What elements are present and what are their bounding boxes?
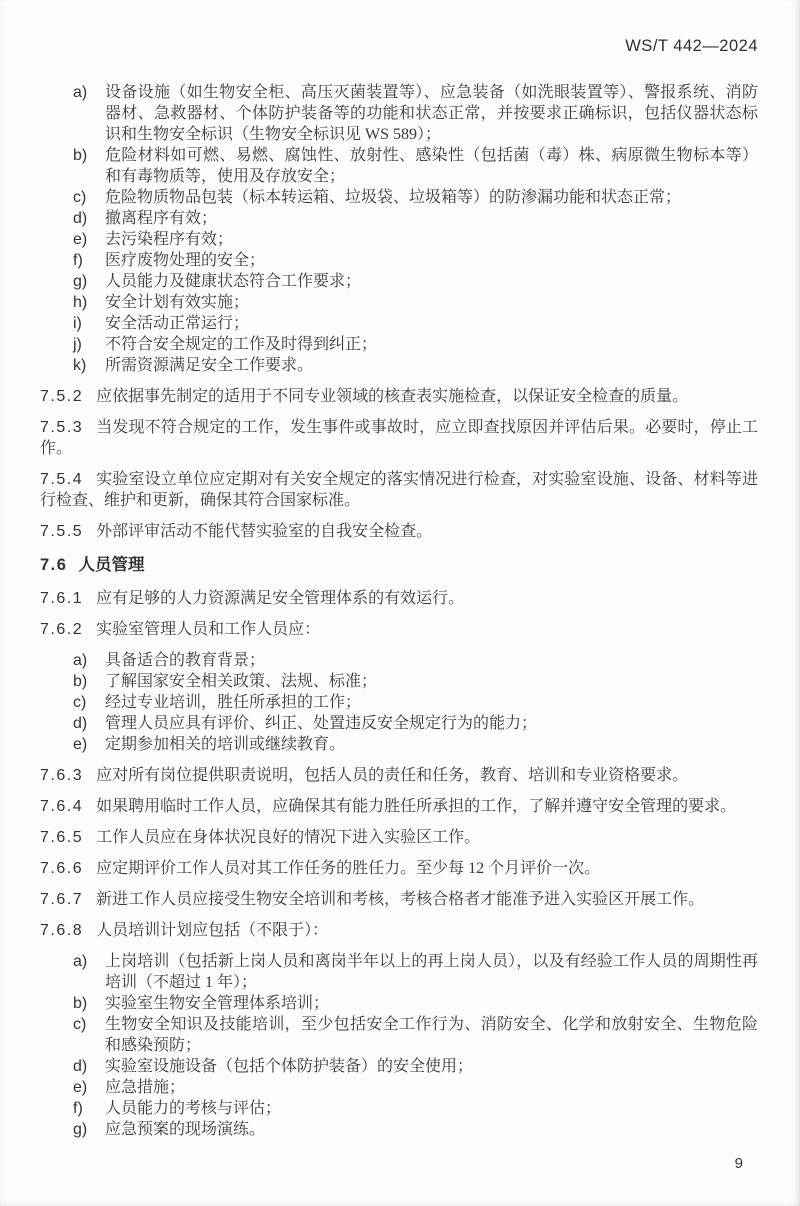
list-item [73, 650, 758, 671]
list-item-text: 了解国家安全相关政策、法规、标准； [105, 673, 378, 690]
list-item [73, 271, 758, 292]
list-item-text: 定期参加相关的培训或继续教育。 [105, 736, 346, 753]
list-item-marker: d) [73, 1058, 88, 1075]
clause [40, 521, 758, 542]
clause-number: 7.5.2 [40, 388, 84, 405]
list-item-text: 管理人员应具有评价、纠正、处置违反安全规定行为的能力； [105, 715, 538, 732]
clause-number: 7.5.4 [40, 471, 84, 488]
clause [40, 469, 758, 511]
clause-number: 7.6.8 [40, 922, 84, 939]
ordered-list [40, 650, 758, 755]
clause [40, 588, 758, 609]
list-item-text: 生物安全知识及技能培训，至少包括安全工作行为、消防安全、化学和放射安全、生物危险和感染预防； [105, 1016, 758, 1054]
list-item-text: 医疗废物处理的安全； [105, 252, 266, 269]
list-item-text: 危险材料如可燃、易燃、腐蚀性、放射性、感染性（包括菌（毒）株、病原微生物标本等）和有毒物质等，使用及存放安全； [105, 147, 758, 185]
list-item-marker: c) [73, 189, 87, 206]
clause-text: 实验室管理人员和工作人员应： [96, 621, 321, 638]
list-item [73, 334, 758, 355]
clause-text: 应有足够的人力资源满足安全管理体系的有效运行。 [96, 590, 465, 607]
list-item [73, 1077, 758, 1098]
list-item [73, 208, 758, 229]
list-item-marker: f) [73, 252, 83, 269]
list-item [73, 82, 758, 145]
clause-number: 7.6.5 [40, 829, 84, 846]
clause [40, 619, 758, 640]
list-item-text: 安全活动正常运行； [105, 315, 250, 332]
list-item-text: 撤离程序有效； [105, 210, 218, 227]
clause [40, 920, 758, 941]
list-item [73, 713, 758, 734]
clause-number: 7.6.7 [40, 891, 84, 908]
clause-number: 7.6 [40, 556, 68, 574]
list-item-marker: c) [73, 1016, 87, 1033]
clause-text: 应定期评价工作人员对其工作任务的胜任力。至少每 12 个月评价一次。 [96, 860, 601, 877]
list-item [73, 1098, 758, 1119]
clause-text: 应依据事先制定的适用于不同专业领域的核查表实施检查，以保证安全检查的质量。 [96, 388, 689, 405]
clause [40, 796, 758, 817]
list-item-marker: b) [73, 995, 88, 1012]
list-item [73, 951, 758, 993]
list-item-text: 人员能力的考核与评估； [105, 1100, 282, 1117]
list-item-marker: a) [73, 84, 88, 101]
list-item-marker: k) [73, 357, 87, 374]
clause-number: 7.6.6 [40, 860, 84, 877]
list-item-text: 应急预案的现场演练。 [105, 1121, 266, 1138]
clause-number: 7.5.5 [40, 523, 84, 540]
list-item [73, 993, 758, 1014]
section-heading-title: 人员管理 [78, 555, 145, 574]
list-item [73, 1119, 758, 1140]
list-item-marker: d) [73, 715, 88, 732]
clause [40, 765, 758, 786]
list-item-marker: d) [73, 210, 88, 227]
list-item-text: 所需资源满足安全工作要求。 [105, 357, 314, 374]
list-item [73, 1014, 758, 1056]
clause [40, 386, 758, 407]
list-item-marker: c) [73, 694, 87, 711]
clause-number: 7.6.4 [40, 798, 84, 815]
list-item-marker: f) [73, 1100, 83, 1117]
page-number: 9 [734, 1155, 743, 1172]
clause-number: 7.5.3 [40, 419, 84, 436]
list-item-text: 人员能力及健康状态符合工作要求； [105, 273, 362, 290]
list-item-marker: b) [73, 147, 88, 164]
ordered-list [40, 951, 758, 1140]
list-item [73, 671, 758, 692]
ordered-list [40, 82, 758, 376]
list-item-marker: j) [73, 336, 82, 353]
clause-text: 当发现不符合规定的工作，发生事件或事故时，应立即查找原因并评估后果。必要时，停止工作。 [40, 419, 758, 457]
list-item-text: 具备适合的教育背景； [105, 652, 266, 669]
clause [40, 889, 758, 910]
list-item-text: 上岗培训（包括新上岗人员和离岗半年以上的再上岗人员），以及有经验工作人员的周期性再培训（不超过 1 年）； [105, 953, 758, 991]
list-item-marker: a) [73, 652, 88, 669]
clause-text: 人员培训计划应包括（不限于）： [96, 922, 329, 939]
list-item-marker: e) [73, 1079, 88, 1096]
list-item-marker: e) [73, 231, 88, 248]
list-item-marker: h) [73, 294, 88, 311]
clause-text: 如果聘用临时工作人员，应确保其有能力胜任所承担的工作，了解并遵守安全管理的要求。 [96, 798, 737, 815]
clause-number: 7.6.2 [40, 621, 84, 638]
clause-text: 外部评审活动不能代替实验室的自我安全检查。 [96, 523, 433, 540]
list-item [73, 313, 758, 334]
list-item-marker: b) [73, 673, 88, 690]
list-item [73, 692, 758, 713]
doc-code-header: WS/T 442—2024 [625, 37, 758, 55]
clause-text: 应对所有岗位提供职责说明，包括人员的责任和任务，教育、培训和专业资格要求。 [96, 767, 689, 784]
list-item-text: 应急措施； [105, 1079, 186, 1096]
list-item-marker: g) [73, 273, 88, 290]
list-item-text: 安全计划有效实施； [105, 294, 250, 311]
list-item-text: 实验室设施设备（包括个体防护装备）的安全使用； [105, 1058, 474, 1075]
clause-text: 实验室设立单位应定期对有关安全规定的落实情况进行检查，对实验室设施、设备、材料等进行检查、维护和更新，确保其符合国家标准。 [40, 471, 758, 509]
list-item [73, 229, 758, 250]
document-blocks [40, 82, 758, 1140]
list-item [73, 292, 758, 313]
list-item-text: 不符合安全规定的工作及时得到纠正； [105, 336, 378, 353]
list-item-text: 设备设施（如生物安全柜、高压灭菌装置等）、应急装备（如洗眼装置等）、警报系统、消防器材、急救器材、个体防护装备等的功能和状态正常，并按要求正确标识，包括仪器状态标识和生物安全标识（生物安全标识见 WS 589）； [105, 84, 758, 143]
clause [40, 858, 758, 879]
list-item-marker: a) [73, 953, 88, 970]
clause [40, 417, 758, 459]
list-item [73, 355, 758, 376]
clause-number: 7.6.1 [40, 590, 84, 607]
list-item-text: 去污染程序有效； [105, 231, 234, 248]
list-item [73, 734, 758, 755]
clause-text: 工作人员应在身体状况良好的情况下进入实验区工作。 [96, 829, 481, 846]
section-heading [40, 554, 758, 576]
list-item [73, 145, 758, 187]
list-item [73, 187, 758, 208]
document-content [40, 36, 758, 1150]
list-item-text: 实验室生物安全管理体系培训； [105, 995, 330, 1012]
list-item-marker: i) [73, 315, 82, 332]
list-item [73, 250, 758, 271]
list-item-marker: g) [73, 1121, 88, 1138]
list-item-text: 危险物质物品包装（标本转运箱、垃圾袋、垃圾箱等）的防渗漏功能和状态正常； [105, 189, 682, 206]
list-item [73, 1056, 758, 1077]
list-item-marker: e) [73, 736, 88, 753]
clause-number: 7.6.3 [40, 767, 84, 784]
list-item-text: 经过专业培训，胜任所承担的工作； [105, 694, 362, 711]
clause-text: 新进工作人员应接受生物安全培训和考核，考核合格者才能准予进入实验区开展工作。 [96, 891, 705, 908]
clause [40, 827, 758, 848]
